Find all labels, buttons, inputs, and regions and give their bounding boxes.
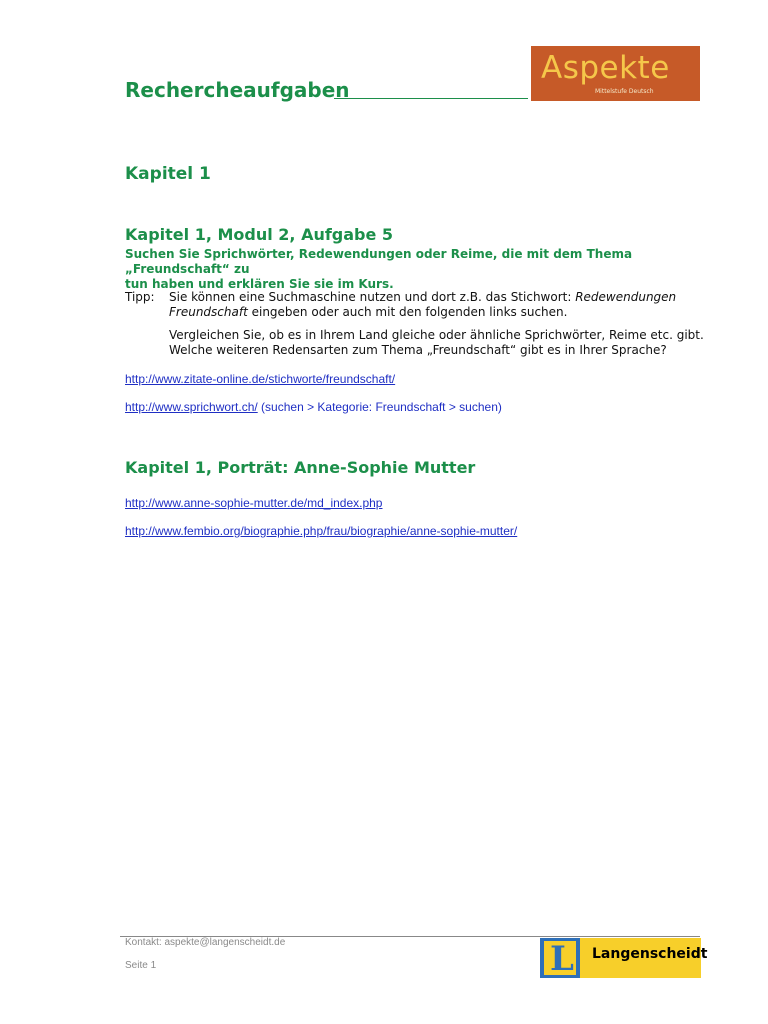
tipp-para2-line-1: Vergleichen Sie, ob es in Ihrem Land gleiche oder ähnliche Sprichwörter, Reime etc. gibt. — [169, 328, 704, 342]
title-underline — [334, 98, 528, 99]
task-line-1: Suchen Sie Sprichwörter, Redewendungen oder Reime, die mit dem Thema „Freundschaft“ zu — [125, 247, 633, 276]
section-heading-modul2: Kapitel 1, Modul 2, Aufgabe 5 — [125, 225, 394, 244]
page-title: Rechercheaufgaben — [125, 78, 350, 102]
tipp-line-2-text: eingeben oder auch mit den folgenden links suchen. — [247, 305, 568, 319]
langenscheidt-wordmark: Langenscheidt — [592, 946, 708, 962]
task-text — [125, 247, 700, 292]
tipp-line-2 — [169, 305, 704, 320]
tipp-keyword-1: Redewendungen — [575, 290, 677, 304]
tipp-label: Tipp: — [125, 290, 155, 304]
tipp-paragraph-2 — [169, 328, 704, 358]
section-heading-portraet: Kapitel 1, Porträt: Anne-Sophie Mutter — [125, 458, 476, 477]
logo-word: Aspekte — [541, 50, 670, 86]
tipp-keyword-2: Freundschaft — [169, 305, 248, 319]
langenscheidt-l-box — [540, 938, 580, 978]
link-fembio[interactable]: http://www.fembio.org/biographie.php/frau/biographie/anne-sophie-mutter/ — [125, 524, 518, 538]
langenscheidt-l-letter: L — [550, 939, 574, 979]
link-anne-sophie-mutter[interactable]: http://www.anne-sophie-mutter.de/md_index.php — [125, 496, 383, 510]
link-zitate-online[interactable]: http://www.zitate-online.de/stichworte/freundschaft/ — [125, 372, 396, 386]
link-row-zitate — [125, 372, 395, 386]
tipp-para2-line-2: Welche weiteren Redensarten zum Thema „Freundschaft“ gibt es in Ihrer Sprache? — [169, 343, 667, 357]
logo-subtitle: Mittelstufe Deutsch — [595, 88, 654, 95]
langenscheidt-logo — [540, 938, 708, 979]
aspekte-logo — [531, 46, 700, 101]
footer-contact: Kontakt: aspekte@langenscheidt.de — [125, 937, 286, 948]
link-sprichwort[interactable]: http://www.sprichwort.ch/ — [125, 400, 258, 414]
link-row-asm — [125, 496, 382, 510]
task-line-2: tun haben und erklären Sie sie im Kurs. — [125, 277, 394, 291]
link-sprichwort-note: (suchen > Kategorie: Freundschaft > suchen) — [257, 400, 502, 414]
link-row-sprichwort — [125, 400, 502, 414]
tipp-paragraph-1 — [169, 290, 704, 320]
footer-page-number: Seite 1 — [125, 960, 157, 971]
tipp-line-1-text: Sie können eine Suchmaschine nutzen und dort z.B. das Stichwort: — [169, 290, 576, 304]
tipp-line-1 — [169, 290, 704, 305]
link-row-fembio — [125, 524, 517, 538]
chapter-heading: Kapitel 1 — [125, 164, 211, 184]
